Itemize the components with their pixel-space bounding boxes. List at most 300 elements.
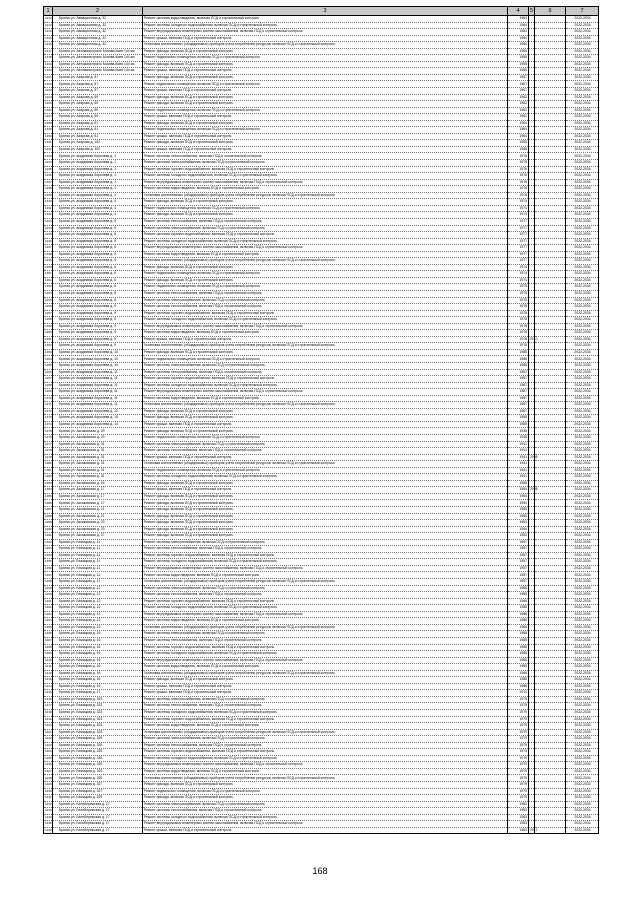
planned-period-cell: 2032-2034 xyxy=(566,474,599,481)
address-cell: Брянск ул. Бежицкая д. 11 xyxy=(53,539,143,546)
address-cell: Брянск ул. Бежицкая д. 12 xyxy=(53,592,143,599)
work-type-cell: Установка коллективных (общедомовых) приборов учета потребления ресурсов, включая ПСД и строительный контроль xyxy=(143,461,508,468)
work-type-cell: Ремонт системы холодного водоснабжения, включая ПСД и строительный контроль xyxy=(143,382,508,389)
work-type-cell: Ремонт фасада, включая ПСД и строительный контроль xyxy=(143,74,508,81)
planned-period-cell: 2032-2034 xyxy=(566,297,599,304)
planned-period-cell: 2032-2034 xyxy=(566,742,599,749)
build-year-cell: 1978 xyxy=(508,304,529,311)
address-cell: Брянск ул. академика Королева д. 9 xyxy=(53,317,143,324)
row-number-cell: 1424 xyxy=(45,749,52,754)
planned-period-cell: 2032-2034 xyxy=(566,199,599,206)
work-type-cell: Ремонт фасада, включая ПСД и строительный контроль xyxy=(143,349,508,356)
build-year-cell: 1988 xyxy=(508,611,529,618)
row-number-cell: 1324 xyxy=(45,94,52,99)
planned-period-cell: 2032-2034 xyxy=(566,664,599,671)
address-cell: Брянск ул. академика Королева д. 1 xyxy=(53,153,143,160)
build-year-cell: 1976 xyxy=(508,186,529,193)
build-year-cell: 1954 xyxy=(508,520,529,527)
planned-period-cell: 2032-2034 xyxy=(566,101,599,108)
work-type-cell: Ремонт системы горячего водоснабжения, включая ПСД и строительный контроль xyxy=(143,376,508,383)
address-cell: Брянск ул. академика Королева д. 12 xyxy=(53,408,143,415)
row-number-cell: 1402 xyxy=(45,605,52,610)
work-type-cell: Ремонт фасада, включая ПСД и строительный контроль xyxy=(143,101,508,108)
build-year-cell: 1967 xyxy=(508,74,529,81)
build-year-cell: 1955 xyxy=(508,61,529,68)
row-number-cell: 1371 xyxy=(45,402,52,407)
work-type-cell: Ремонт системы холодного водоснабжения, включая ПСД и строительный контроль xyxy=(143,605,508,612)
work-type-cell: Ремонт системы горячего водоснабжения, включая ПСД и строительный контроль xyxy=(143,749,508,756)
work-type-cell: Ремонт крыши, включая ПСД и строительный контроль xyxy=(143,454,508,461)
work-type-cell: Ремонт фасада, включая ПСД и строительный контроль xyxy=(143,212,508,219)
row-number-cell: 1376 xyxy=(45,435,52,440)
column-header: 2 xyxy=(53,7,143,16)
build-year-cell: 1977 xyxy=(508,258,529,265)
row-number-cell: 1351 xyxy=(45,271,52,276)
row-number-cell: 1358 xyxy=(45,317,52,322)
address-cell: Брянск ул. академика Королева д. 5 xyxy=(53,258,143,265)
build-year-cell: 1962 xyxy=(508,94,529,101)
planned-period-cell: 2032-2034 xyxy=(566,441,599,448)
work-type-cell: Установка коллективных (общедомовых) приборов учета потребления ресурсов, включая ПСД и строительный контроль xyxy=(143,624,508,631)
planned-period-cell: 2032-2034 xyxy=(566,179,599,186)
address-cell: Брянск ул. Бежицкая д. 16 xyxy=(53,683,143,690)
work-type-cell: Ремонт системы горячего водоснабжения, включая ПСД и строительный контроль xyxy=(143,644,508,651)
address-cell: Брянск ул. Аксаковская д. 23 xyxy=(53,526,143,533)
build-year-cell: 1962 xyxy=(508,101,529,108)
row-number-cell: 1373 xyxy=(45,415,52,420)
address-cell: Брянск ул. Бежицкая д. 323 xyxy=(53,703,143,710)
address-cell: Брянск ул. академика Королева д. 6 xyxy=(53,277,143,284)
planned-period-cell: 2032-2034 xyxy=(566,768,599,775)
address-cell: Брянск ул. академика Королева д. 11 xyxy=(53,402,143,409)
row-number-cell: 1401 xyxy=(45,598,52,603)
planned-period-cell: 2032-2034 xyxy=(566,454,599,461)
planned-period-cell: 2032-2034 xyxy=(566,212,599,219)
address-cell: Брянск ул. академика Королева д. 9 xyxy=(53,304,143,311)
planned-period-cell: 2032-2034 xyxy=(566,186,599,193)
address-cell: Брянск ул. академика Королева д. 1 xyxy=(53,160,143,167)
planned-period-cell: 2032-2034 xyxy=(566,107,599,114)
address-cell: Брянск ул. академика Королева д. 5 xyxy=(53,245,143,252)
address-cell: Брянск ул. Бежицкая д. 16 xyxy=(53,644,143,651)
build-year-cell: 1979 xyxy=(508,729,529,736)
planned-period-cell: 2032-2034 xyxy=(566,624,599,631)
address-cell: Брянск ул. Бежицкая д. 16 xyxy=(53,657,143,664)
planned-period-cell: 2032-2034 xyxy=(566,343,599,350)
work-type-cell: Ремонт системы холодного водоснабжения, включая ПСД и строительный контроль xyxy=(143,755,508,762)
planned-period-cell: 2032-2034 xyxy=(566,579,599,586)
address-cell: Брянск ул. академика Королева д. 5 xyxy=(53,251,143,258)
address-cell: Брянск ул. Азарова д. 61 xyxy=(53,133,143,140)
work-type-cell: Ремонт системы электроснабжения, включая ПСД и строительный контроль xyxy=(143,631,508,638)
table-row xyxy=(44,827,599,834)
planned-period-cell: 2032-2034 xyxy=(566,114,599,121)
address-cell: Брянск ул. академика Королева д. 9 xyxy=(53,343,143,350)
column-header: 5 xyxy=(529,8,534,14)
work-type-cell: Ремонт фасада, включая ПСД и строительный контроль xyxy=(143,795,508,802)
build-year-cell: 1984 xyxy=(508,35,529,42)
planned-period-cell: 2032-2034 xyxy=(566,723,599,730)
address-cell: Брянск ул. академика Королева д. 10 xyxy=(53,349,143,356)
build-year-cell: 1941 xyxy=(508,461,529,468)
address-cell: Брянск ул. Аксаковская д. 17 xyxy=(53,493,143,500)
address-cell: Брянск ул. Бежицкая д. 11 xyxy=(53,546,143,553)
row-number-cell: 1375 xyxy=(45,428,52,433)
build-year-cell: 1979 xyxy=(508,762,529,769)
address-cell: Брянск ул. Аксаковская д. 21 xyxy=(53,513,143,520)
build-year-cell: 1974 xyxy=(508,199,529,206)
work-type-cell: Ремонт внутридомовых инженерных систем газоснабжения, включая ПСД и строительный контроль xyxy=(143,821,508,828)
row-number-cell: 1416 xyxy=(45,696,52,701)
build-year-cell: 1988 xyxy=(508,651,529,658)
column-header: 7 xyxy=(566,7,599,16)
work-type-cell: Ремонт системы электроснабжения, включая ПСД и строительный контроль xyxy=(143,297,508,304)
planned-period-cell: 2032-2034 xyxy=(566,526,599,533)
address-cell: Брянск ул. Бежицкая д. 11 xyxy=(53,572,143,579)
work-type-cell: Ремонт системы теплоснабжения, включая ПСД и строительный контроль xyxy=(143,448,508,455)
row-number-cell: 1320 xyxy=(45,68,52,73)
build-year-cell: 1967 xyxy=(508,88,529,95)
row-number-cell: 1337 xyxy=(45,179,52,184)
work-type-cell: Ремонт внутридомовых инженерных систем газоснабжения, включая ПСД и строительный контроль xyxy=(143,389,508,396)
planned-period-cell: 2032-2034 xyxy=(566,598,599,605)
row-number-cell: 1384 xyxy=(45,487,52,492)
work-type-cell: Ремонт фасада, включая ПСД и строительный контроль xyxy=(143,500,508,507)
address-cell: Брянск ул. Бежицкая д. 327 xyxy=(53,788,143,795)
build-year-cell: 1974 xyxy=(508,277,529,284)
address-cell: Брянск ул. академика Королева д. 11 xyxy=(53,395,143,402)
build-year-cell: 1979 xyxy=(508,775,529,782)
address-cell: Брянск ул. Бежицкая д. 325 xyxy=(53,736,143,743)
row-number-cell: 1339 xyxy=(45,192,52,197)
build-year-cell: 1977 xyxy=(508,238,529,245)
planned-period-cell: 2032-2034 xyxy=(566,245,599,252)
address-cell: Брянск ул. Аксаковская д. 16 xyxy=(53,480,143,487)
row-number-cell: 1364 xyxy=(45,356,52,361)
work-type-cell: Ремонт фасада, включая ПСД и строительный контроль xyxy=(143,513,508,520)
address-cell: Брянск ул. Белобережская д. 17 xyxy=(53,808,143,815)
address-cell: Брянск ул. Азарова д. 59 xyxy=(53,107,143,114)
address-cell: Брянск ул. Аксаковская д. 17 xyxy=(53,500,143,507)
planned-period-cell: 2032-2034 xyxy=(566,493,599,500)
work-type-cell: Ремонт системы водоотведения, включая ПСД и строительный контроль xyxy=(143,395,508,402)
address-cell: Брянск ул. академика Королева д. 1 xyxy=(53,186,143,193)
address-cell: Брянск ул. академика Королева д. 9 xyxy=(53,310,143,317)
work-type-cell: Ремонт фасада, включая ПСД и строительный контроль xyxy=(143,199,508,206)
address-cell: Брянск ул. академика Королева д. 1 xyxy=(53,179,143,186)
build-year-cell: 1958 xyxy=(508,146,529,153)
work-type-cell: Ремонт фасада, включая ПСД и строительный контроль xyxy=(143,48,508,55)
work-type-cell: Ремонт подвального помещения, включая ПСД и строительный контроль xyxy=(143,467,508,474)
address-cell: Брянск ул. Авиационная д. 32 xyxy=(53,35,143,42)
address-cell: Брянск ул. академика Королева д. 9 xyxy=(53,323,143,330)
row-number-cell: 1312 xyxy=(45,16,52,21)
planned-period-cell: 2032-2034 xyxy=(566,304,599,311)
work-type-cell: Ремонт системы водоотведения, включая ПСД и строительный контроль xyxy=(143,186,508,193)
build-year-cell: 1977 xyxy=(508,225,529,232)
work-type-cell: Ремонт крыши, включая ПСД и строительный контроль xyxy=(143,68,508,75)
planned-period-cell: 2032-2034 xyxy=(566,585,599,592)
column-header: 6 xyxy=(535,7,566,16)
address-cell: Брянск ул. Бежицкая д. 325 xyxy=(53,762,143,769)
work-type-cell: Ремонт системы электроснабжения, включая ПСД и строительный контроль xyxy=(143,801,508,808)
build-year-cell: 1983 xyxy=(508,801,529,808)
work-type-cell: Ремонт крыши, включая ПСД и строительный контроль xyxy=(143,690,508,697)
planned-period-cell: 2032-2034 xyxy=(566,232,599,239)
planned-period-cell: 2032-2034 xyxy=(566,716,599,723)
work-type-cell: Ремонт системы водоотведения, включая ПСД и строительный контроль xyxy=(143,330,508,337)
build-year-cell: 1983 xyxy=(508,808,529,815)
address-cell: Брянск ул. академика Королева д. 5 xyxy=(53,225,143,232)
address-cell: Брянск ул. Бежицкая д. 12 xyxy=(53,611,143,618)
work-type-cell: Установка коллективных (общедомовых) приборов учета потребления ресурсов, включая ПСД и строительный контроль xyxy=(143,729,508,736)
work-type-cell: Ремонт внутридомовых инженерных систем газоснабжения, включая ПСД и строительный контроль xyxy=(143,657,508,664)
row-number-cell: 1396 xyxy=(45,566,52,570)
planned-period-cell: 2032-2034 xyxy=(566,461,599,468)
planned-period-cell: 2032-2034 xyxy=(566,814,599,821)
build-year-cell: 1955 xyxy=(508,513,529,520)
address-cell: Брянск ул. Азарова д. 61 xyxy=(53,127,143,134)
address-cell: Брянск ул. Автомагистраль Москва-Киев 144 км xyxy=(53,48,143,55)
work-type-cell: Ремонт подвального помещения, включая ПСД и строительный контроль xyxy=(143,81,508,88)
row-number-cell: 1372 xyxy=(45,408,52,413)
work-type-cell: Ремонт крыши, включая ПСД и строительный контроль xyxy=(143,146,508,153)
work-type-cell: Установка коллективных (общедомовых) приборов учета потребления ресурсов, включая ПСД и строительный контроль xyxy=(143,402,508,409)
work-type-cell: Установка коллективных (общедомовых) приборов учета потребления ресурсов, включая ПСД и строительный контроль xyxy=(143,192,508,199)
build-year-cell: 1974 xyxy=(508,271,529,278)
planned-period-cell: 2032-2034 xyxy=(566,395,599,402)
address-cell: Брянск ул. Аксаковская д. 29 xyxy=(53,435,143,442)
build-year-cell: 1987 xyxy=(508,408,529,415)
work-type-cell: Ремонт фасада, включая ПСД и строительный контроль xyxy=(143,61,508,68)
work-type-cell: Ремонт системы теплоснабжения, включая ПСД и строительный контроль xyxy=(143,153,508,160)
work-type-cell: Ремонт внутридомовых инженерных систем газоснабжения, включая ПСД и строительный контроль xyxy=(143,245,508,252)
address-cell: Брянск ул. Авиационная д. 32 xyxy=(53,29,143,36)
planned-period-cell: 2032-2034 xyxy=(566,500,599,507)
work-type-cell: Ремонт системы электроснабжения, включая ПСД и строительный контроль xyxy=(143,736,508,743)
table-body xyxy=(44,16,599,834)
build-year-cell: 1988 xyxy=(508,598,529,605)
row-number-cell: 1417 xyxy=(45,703,52,708)
row-number-cell: 1322 xyxy=(45,81,52,86)
build-year-cell: 1941 xyxy=(508,454,529,461)
planned-period-cell: 2032-2034 xyxy=(566,631,599,638)
row-number-cell: 1388 xyxy=(45,513,52,518)
build-year-cell: 1964 xyxy=(508,120,529,127)
column-number-header-row xyxy=(44,7,599,16)
build-year-cell: 1976 xyxy=(508,173,529,180)
planned-period-cell: 2032-2034 xyxy=(566,565,599,572)
work-type-cell: Установка коллективных (общедомовых) приборов учета потребления ресурсов, включая ПСД и строительный контроль xyxy=(143,775,508,782)
row-number-cell: 1347 xyxy=(45,245,52,250)
planned-period-cell: 2032-2034 xyxy=(566,696,599,703)
address-cell: Брянск ул. Авиационная д. 32 xyxy=(53,42,143,49)
work-type-cell: Ремонт фасада, включая ПСД и строительный контроль xyxy=(143,415,508,422)
planned-period-cell: 2032-2034 xyxy=(566,160,599,167)
work-type-cell: Установка коллективных (общедомовых) приборов учета потребления ресурсов, включая ПСД и строительный контроль xyxy=(143,42,508,49)
row-number-cell: 1370 xyxy=(45,395,52,400)
work-type-cell: Ремонт системы холодного водоснабжения, включая ПСД и строительный контроль xyxy=(143,173,508,180)
work-type-cell: Ремонт системы горячего водоснабжения, включая ПСД и строительный контроль xyxy=(143,310,508,317)
build-year-cell: 1988 xyxy=(508,670,529,677)
planned-period-cell: 2032-2034 xyxy=(566,480,599,487)
build-year-cell: 1988 xyxy=(508,624,529,631)
build-year-cell: 1988 xyxy=(508,631,529,638)
address-cell: Брянск ул. академика Королева д. 5 xyxy=(53,218,143,225)
address-cell: Брянск ул. Бежицкая д. 17 xyxy=(53,690,143,697)
planned-period-cell: 2032-2034 xyxy=(566,127,599,134)
work-type-cell: Ремонт фасада, включая ПСД и строительный контроль xyxy=(143,781,508,788)
build-year-cell: 1941 xyxy=(508,441,529,448)
address-cell: Брянск ул. Бежицкая д. 323 xyxy=(53,729,143,736)
row-number-cell: 1378 xyxy=(45,448,52,453)
work-type-cell: Ремонт системы горячего водоснабжения, включая ПСД и строительный контроль xyxy=(143,598,508,605)
address-cell: Брянск ул. академика Королева д. 10 xyxy=(53,362,143,369)
planned-period-cell: 2032-2034 xyxy=(566,709,599,716)
address-cell: Брянск ул. академика Королева д. 5 xyxy=(53,238,143,245)
build-year-cell: 1988 xyxy=(508,637,529,644)
address-cell: Брянск ул. академика Королева д. 9 xyxy=(53,336,143,343)
planned-period-cell: 2032-2034 xyxy=(566,546,599,553)
planned-period-cell: 2032-2034 xyxy=(566,61,599,68)
row-number-cell: 1399 xyxy=(45,585,52,590)
work-type-cell: Ремонт крыши, включая ПСД и строительный контроль xyxy=(143,336,508,343)
row-number-cell: 1420 xyxy=(45,723,52,728)
planned-period-cell: 2032-2034 xyxy=(566,192,599,199)
build-year-cell: 1955 xyxy=(508,48,529,55)
work-type-cell: Ремонт системы холодного водоснабжения, включая ПСД и строительный контроль xyxy=(143,709,508,716)
build-year-cell: 1938 xyxy=(508,435,529,442)
build-year-cell: 1957 xyxy=(508,579,529,586)
row-number-cell: 1366 xyxy=(45,369,52,374)
address-cell: Брянск ул. Автомагистраль Москва-Киев 144 км xyxy=(53,55,143,62)
work-type-cell: Ремонт крыши, включая ПСД и строительный контроль xyxy=(143,421,508,428)
work-type-cell: Установка коллективных (общедомовых) приборов учета потребления ресурсов, включая ПСД и строительный контроль xyxy=(143,343,508,350)
row-number-cell: 1359 xyxy=(45,323,52,328)
row-number-cell: 1397 xyxy=(45,572,52,577)
row-number-cell: 1390 xyxy=(45,526,52,531)
build-year-cell: 1976 xyxy=(508,192,529,199)
row-number-cell: 1427 xyxy=(45,768,52,773)
row-number-cell: 1352 xyxy=(45,277,52,282)
address-cell: Брянск ул. Аксаковская д. 31 xyxy=(53,461,143,468)
address-cell: Брянск ул. академика Королева д. 1 xyxy=(53,173,143,180)
work-type-cell: Ремонт системы теплоснабжения, включая ПСД и строительный контроль xyxy=(143,218,508,225)
address-cell: Брянск ул. Азарова д. 57 xyxy=(53,81,143,88)
last-repair-year-cell: 2008 xyxy=(530,454,538,459)
planned-period-cell: 2032-2034 xyxy=(566,74,599,81)
planned-period-cell: 2032-2034 xyxy=(566,755,599,762)
address-cell: Брянск ул. Бежицкая д. 16 xyxy=(53,631,143,638)
row-number-cell: 1429 xyxy=(45,782,52,787)
planned-period-cell: 2032-2034 xyxy=(566,271,599,278)
work-type-cell: Ремонт фасада, включая ПСД и строительный контроль xyxy=(143,408,508,415)
build-year-cell: 1976 xyxy=(508,160,529,167)
row-number-cell: 1333 xyxy=(45,153,52,158)
planned-period-cell: 2032-2034 xyxy=(566,559,599,566)
row-number-cell: 1367 xyxy=(45,376,52,381)
build-year-cell: 1987 xyxy=(508,369,529,376)
address-cell: Брянск ул. Аксаковская д. 31 xyxy=(53,474,143,481)
row-number-cell: 1355 xyxy=(45,297,52,302)
row-number-cell: 1382 xyxy=(45,474,52,479)
address-cell: Брянск ул. Бежицкая д. 16 xyxy=(53,670,143,677)
address-cell: Брянск ул. Бежицкая д. 16 xyxy=(53,637,143,644)
planned-period-cell: 2032-2034 xyxy=(566,592,599,599)
column-header: 3 xyxy=(143,7,508,16)
build-year-cell: 1974 xyxy=(508,212,529,219)
work-type-cell: Ремонт внутридомовых инженерных систем газоснабжения, включая ПСД и строительный контроль xyxy=(143,611,508,618)
planned-period-cell: 2032-2034 xyxy=(566,133,599,140)
work-type-cell: Установка коллективных (общедомовых) приборов учета потребления ресурсов, включая ПСД и строительный контроль xyxy=(143,579,508,586)
row-number-cell: 1369 xyxy=(45,389,52,394)
planned-period-cell: 2032-2034 xyxy=(566,376,599,383)
build-year-cell: 1979 xyxy=(508,709,529,716)
address-cell: Брянск ул. Аксаковская д. 29 xyxy=(53,428,143,435)
build-year-cell: 1979 xyxy=(508,736,529,743)
address-cell: Брянск ул. Бежицкая д. 325 xyxy=(53,775,143,782)
row-number-cell: 1343 xyxy=(45,219,52,224)
row-number-cell: 1316 xyxy=(45,42,52,47)
row-number-cell: 1338 xyxy=(45,186,52,191)
work-type-cell: Ремонт внутридомовых инженерных систем газоснабжения, включая ПСД и строительный контроль xyxy=(143,323,508,330)
build-year-cell: 1957 xyxy=(508,565,529,572)
address-cell: Брянск ул. Аксаковская д. 31 xyxy=(53,441,143,448)
build-year-cell: 1957 xyxy=(508,552,529,559)
build-year-cell: 1976 xyxy=(508,179,529,186)
address-cell: Брянск ул. Азарова д. 57 xyxy=(53,74,143,81)
row-number-cell: 1317 xyxy=(45,48,52,53)
address-cell: Брянск ул. Белобережская д. 17 xyxy=(53,801,143,808)
build-year-cell: 1979 xyxy=(508,788,529,795)
row-number-cell: 1345 xyxy=(45,232,52,237)
last-repair-year-cell: 2010 xyxy=(530,336,538,341)
row-number-cell: 1318 xyxy=(45,55,52,60)
address-cell: Брянск ул. академика Королева д. 1 xyxy=(53,192,143,199)
address-cell: Брянск ул. Бежицкая д. 323 xyxy=(53,716,143,723)
column-header: 1 xyxy=(44,7,53,16)
planned-period-cell: 2032-2034 xyxy=(566,651,599,658)
row-number-cell: 1389 xyxy=(45,520,52,525)
build-year-cell: 1988 xyxy=(508,362,529,369)
address-cell: Брянск ул. Бежицкая д. 12 xyxy=(53,624,143,631)
row-number-cell: 1325 xyxy=(45,101,52,106)
planned-period-cell: 2032-2034 xyxy=(566,788,599,795)
address-cell: Брянск ул. академика Королева д. 11 xyxy=(53,389,143,396)
row-number-cell: 1328 xyxy=(45,120,52,125)
build-year-cell: 1976 xyxy=(508,166,529,173)
planned-period-cell: 2032-2034 xyxy=(566,81,599,88)
planned-period-cell: 2032-2034 xyxy=(566,146,599,153)
planned-period-cell: 2032-2034 xyxy=(566,94,599,101)
address-cell: Брянск ул. академика Королева д. 11 xyxy=(53,382,143,389)
work-type-cell: Ремонт системы холодного водоснабжения, включая ПСД и строительный контроль xyxy=(143,559,508,566)
work-type-cell: Ремонт системы горячего водоснабжения, включая ПСД и строительный контроль xyxy=(143,232,508,239)
work-type-cell: Ремонт системы горячего водоснабжения, включая ПСД и строительный контроль xyxy=(143,716,508,723)
row-number-cell: 1428 xyxy=(45,775,52,780)
address-cell: Брянск ул. академика Королева д. 11 xyxy=(53,369,143,376)
planned-period-cell: 2032-2034 xyxy=(566,539,599,546)
work-type-cell: Ремонт системы водоотведения, включая ПСД и строительный контроль xyxy=(143,251,508,258)
build-year-cell: 1941 xyxy=(508,448,529,455)
address-cell: Брянск ул. академика Королева д. 1 xyxy=(53,166,143,173)
build-year-cell: 1957 xyxy=(508,539,529,546)
work-type-cell: Ремонт внутридомовых инженерных систем газоснабжения, включая ПСД и строительный контроль xyxy=(143,29,508,36)
build-year-cell: 1976 xyxy=(508,153,529,160)
build-year-cell: 1967 xyxy=(508,81,529,88)
address-cell: Брянск ул. академика Королева д. 4 xyxy=(53,212,143,219)
planned-period-cell: 2032-2034 xyxy=(566,448,599,455)
